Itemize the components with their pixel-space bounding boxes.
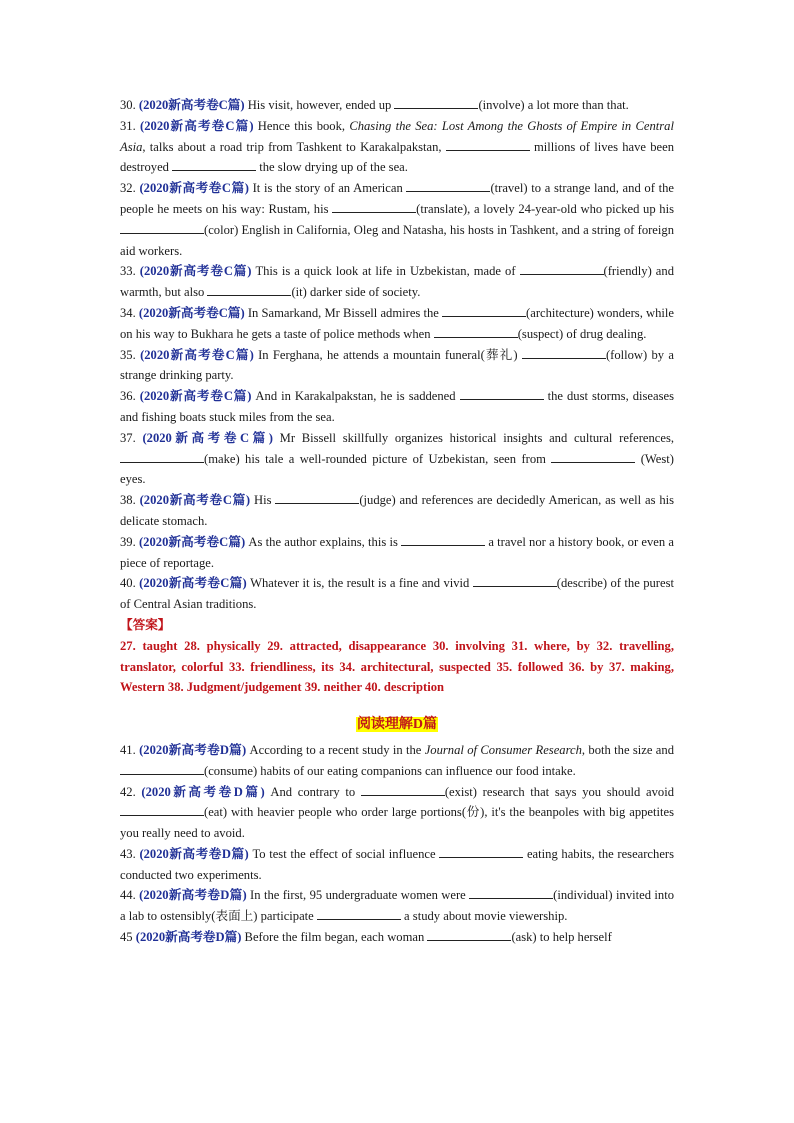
question-text: (describe) of the purest of Central Asian traditions. bbox=[120, 576, 674, 612]
question-number: 38. bbox=[120, 493, 136, 508]
source-tag: (2020新高考卷D篇) bbox=[139, 846, 249, 861]
question-text: the dust storms, diseases and fishing boats stuck miles from the sea. bbox=[120, 389, 674, 424]
question-42 bbox=[120, 782, 674, 844]
answer-blank[interactable] bbox=[332, 199, 416, 213]
question-text: (translate), a lovely 24-year-old who picked up his bbox=[416, 201, 674, 216]
source-tag: (2020新高考卷C篇) bbox=[138, 98, 245, 112]
question-text: (travel) to a strange land, and of the people he meets on his way: Rustam, his bbox=[120, 181, 675, 216]
answer-blank[interactable] bbox=[473, 573, 557, 587]
answer-blank[interactable] bbox=[439, 844, 523, 858]
question-text: (ask) to help herself bbox=[511, 930, 612, 945]
question-number: 41. bbox=[120, 742, 136, 757]
section-title: 阅读理解D篇 bbox=[356, 717, 438, 733]
answer-blank[interactable] bbox=[120, 220, 204, 234]
answer-blank[interactable] bbox=[427, 927, 511, 941]
answer-blank[interactable] bbox=[434, 324, 518, 338]
question-text: And in Karakalpakstan, he is saddened bbox=[251, 389, 460, 404]
answer-blank[interactable] bbox=[172, 157, 256, 171]
source-tag: (2020新高考卷D篇) bbox=[139, 888, 247, 903]
answer-blank[interactable] bbox=[120, 449, 204, 463]
answer-key: 27. taught 28. physically 29. attracted, disappearance 30. involving 31. where, by 32. travelling, translator, colorful 33. friendliness, its 34. architectural, suspected 35. followed 36. by 37. making, Western 38. Judgment/judgement 39. neither 40. description bbox=[120, 638, 674, 695]
question-41 bbox=[120, 740, 674, 782]
question-text: (make) his tale a well-rounded picture of Uzbekistan, seen from bbox=[204, 451, 552, 466]
question-number: 32. bbox=[120, 181, 136, 196]
document-page bbox=[120, 95, 674, 948]
question-text: eating habits, the researchers conducted two experiments. bbox=[120, 846, 675, 882]
question-number: 39. bbox=[120, 534, 136, 549]
question-number: 33. bbox=[120, 264, 136, 279]
answer-blank[interactable] bbox=[401, 532, 485, 546]
source-tag: (2020新高考卷C篇) bbox=[139, 493, 251, 508]
question-text: Before the film began, each woman bbox=[241, 930, 428, 945]
question-text: a study about movie viewership. bbox=[400, 909, 568, 924]
source-tag: (2020新高考卷D篇) bbox=[139, 742, 247, 757]
question-text: Mr Bissell skillfully organizes historical insights and cultural references, bbox=[272, 430, 674, 445]
question-text: the slow drying up of the sea. bbox=[256, 160, 408, 175]
question-text: (West) eyes. bbox=[120, 451, 674, 487]
answer-blank[interactable] bbox=[275, 490, 359, 504]
question-text: (judge) and references are decidedly American, as well as his delicate stomach. bbox=[120, 493, 675, 528]
question-number: 44. bbox=[120, 888, 136, 903]
question-45 bbox=[120, 927, 674, 948]
question-34 bbox=[120, 303, 674, 345]
answer-blank[interactable] bbox=[446, 137, 530, 151]
source-tag: (2020新高考卷C篇) bbox=[142, 430, 273, 445]
question-text: Whatever it is, the result is a fine and vivid bbox=[246, 576, 473, 591]
question-text: (friendly) and warmth, but also bbox=[120, 264, 674, 300]
source-tag: (2020新高考卷C篇) bbox=[139, 576, 247, 591]
question-text: (it) darker side of society. bbox=[291, 285, 421, 300]
question-30 bbox=[120, 95, 674, 116]
source-tag: (2020新高考卷C篇) bbox=[140, 118, 254, 133]
question-43 bbox=[120, 844, 674, 886]
question-text: And contrary to bbox=[264, 784, 361, 799]
question-text: In the first, 95 undergraduate women were bbox=[246, 888, 470, 903]
question-36 bbox=[120, 386, 674, 428]
question-number: 37. bbox=[120, 430, 136, 445]
question-number: 43. bbox=[120, 846, 136, 861]
question-text: His bbox=[250, 493, 276, 508]
answer-blank[interactable] bbox=[317, 906, 401, 920]
question-text: (suspect) of drug dealing. bbox=[517, 326, 647, 341]
question-text: (exist) research that says you should avoid bbox=[444, 784, 674, 799]
section-heading bbox=[120, 714, 674, 736]
question-text: This is a quick look at life in Uzbekistan, made of bbox=[251, 264, 520, 279]
source-tag: (2020新高考卷C篇) bbox=[138, 534, 246, 549]
question-text: As the author explains, this is bbox=[245, 534, 402, 549]
source-tag: (2020新高考卷C篇) bbox=[139, 181, 249, 196]
answer-blank[interactable] bbox=[120, 761, 204, 775]
question-number: 34. bbox=[120, 305, 136, 320]
question-text: According to a recent study in the bbox=[246, 742, 425, 757]
question-text: To test the effect of social influence bbox=[248, 846, 440, 861]
question-text: (architecture) wonders, while on his way to Bukhara he gets a taste of police methods when bbox=[120, 305, 674, 341]
question-text: , both the size and bbox=[581, 742, 674, 757]
question-text: (eat) with heavier people who order large portions(份), it's the beanpoles with big appetites you really need to avoid. bbox=[120, 805, 674, 841]
answer-blank[interactable] bbox=[520, 261, 604, 275]
source-tag: (2020新高考卷C篇) bbox=[139, 264, 252, 279]
question-number: 45 bbox=[120, 930, 133, 945]
answer-blank[interactable] bbox=[406, 178, 490, 192]
question-text: His visit, however, ended up bbox=[244, 98, 395, 112]
question-text: millions of lives have been destroyed bbox=[120, 139, 674, 175]
question-text: (color) English in California, Oleg and Natasha, his hosts in Tashkent, and a string of foreign aid workers. bbox=[120, 222, 674, 258]
question-44 bbox=[120, 885, 674, 927]
question-text: a travel nor a history book, or even a piece of reportage. bbox=[120, 534, 674, 570]
question-33 bbox=[120, 261, 674, 303]
answer-blank[interactable] bbox=[442, 303, 526, 317]
source-tag: (2020新高考卷D篇) bbox=[135, 930, 242, 945]
question-number: 40. bbox=[120, 576, 136, 591]
question-text: (involve) a lot more than that. bbox=[478, 98, 629, 112]
answer-blank[interactable] bbox=[551, 449, 635, 463]
question-32 bbox=[120, 178, 674, 261]
source-tag: (2020新高考卷C篇) bbox=[140, 347, 254, 362]
question-number: 31. bbox=[120, 118, 136, 133]
question-35 bbox=[120, 345, 674, 387]
answer-blank[interactable] bbox=[361, 782, 445, 796]
answer-blank[interactable] bbox=[522, 345, 606, 359]
question-39 bbox=[120, 532, 674, 574]
question-text: In Ferghana, he attends a mountain funeral(葬礼) bbox=[253, 347, 522, 362]
source-tag: (2020新高考卷D篇) bbox=[141, 784, 265, 799]
book-title: Chasing the Sea: Lost Among the Ghosts of Empire in Central Asia bbox=[120, 118, 674, 154]
question-number: 36. bbox=[120, 389, 136, 404]
question-text: (individual) invited into a lab to ostensibly(表面上) participate bbox=[120, 888, 675, 924]
question-text: (follow) by a strange drinking party. bbox=[120, 347, 674, 383]
question-number: 42. bbox=[120, 784, 136, 799]
answer-blank[interactable] bbox=[207, 282, 291, 296]
answer-blank[interactable] bbox=[469, 885, 553, 899]
question-text: It is the story of an American bbox=[248, 181, 407, 196]
answer-blank[interactable] bbox=[120, 802, 204, 816]
answer-blank[interactable] bbox=[394, 95, 478, 109]
question-text: In Samarkand, Mr Bissell admires the bbox=[244, 305, 443, 320]
question-text: (consume) habits of our eating companions can influence our food intake. bbox=[204, 763, 576, 778]
question-number: 35. bbox=[120, 347, 136, 362]
question-text: , talks about a road trip from Tashkent to Karakalpakstan, bbox=[142, 139, 446, 154]
journal-title: Journal of Consumer Research bbox=[424, 742, 582, 757]
question-40 bbox=[120, 573, 674, 615]
question-31 bbox=[120, 116, 674, 178]
answer-label: 【答案】 bbox=[120, 617, 171, 632]
question-37 bbox=[120, 428, 674, 490]
question-text: Hence this book, bbox=[253, 118, 350, 133]
question-38 bbox=[120, 490, 674, 532]
question-number: 30. bbox=[120, 98, 136, 112]
answer-blank[interactable] bbox=[460, 386, 544, 400]
source-tag: (2020新高考卷C篇) bbox=[139, 389, 252, 404]
source-tag: (2020新高考卷C篇) bbox=[138, 305, 245, 320]
